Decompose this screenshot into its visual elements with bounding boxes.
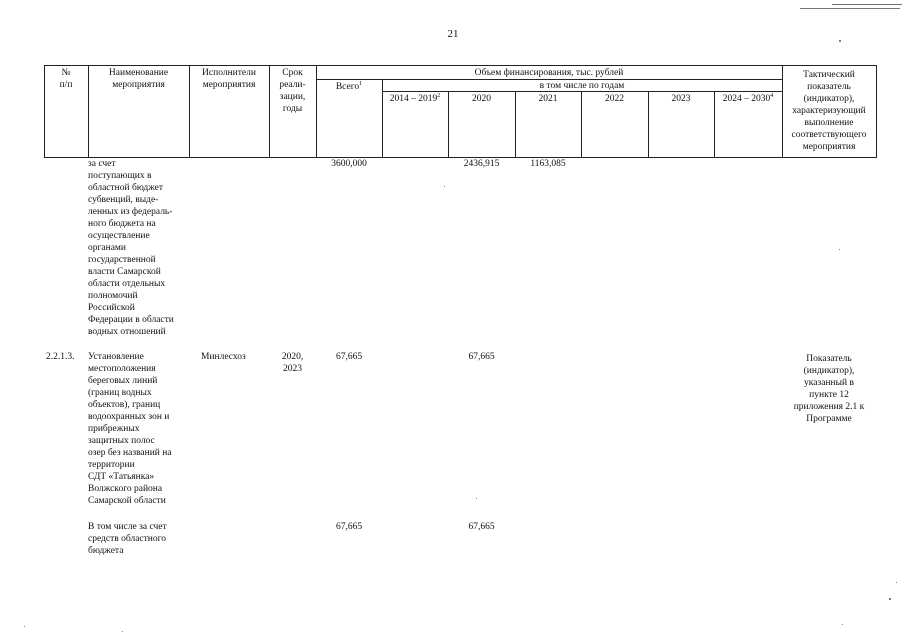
- header-total: Всего$^1$: [335, 80, 363, 92]
- scan-speck: [896, 582, 897, 583]
- header-year-2021: 2021: [538, 94, 558, 104]
- scan-speck: [24, 626, 25, 627]
- row-name: В том числе за счет средств областного бюджета: [88, 522, 167, 556]
- scan-edge-line: [832, 4, 902, 5]
- header-num: № п/п: [59, 68, 73, 90]
- row-indicator: Показатель (индикатор), указанный в пункте 12 приложения 2.1 к Программе: [793, 354, 865, 424]
- scan-speck: [476, 498, 477, 499]
- row-value-2020: 67,665: [468, 522, 495, 532]
- row-total: 67,665: [335, 352, 363, 362]
- header-year-2022: 2022: [605, 94, 624, 104]
- header-term: Срок реали- зации, годы: [279, 68, 306, 114]
- scan-speck: [839, 40, 841, 42]
- row-executor: Минлесхоз: [201, 352, 246, 362]
- page-number: 21: [447, 28, 459, 40]
- header-executors: Исполнители мероприятия: [202, 68, 256, 90]
- row-num: 2.2.1.3.: [46, 352, 75, 362]
- header-year-2024-2030: 2024 – 2030$^4$: [722, 92, 774, 104]
- header-funding-group: Объем финансирования, тыс. рублей: [474, 68, 624, 78]
- scan-speck: [122, 631, 123, 632]
- scan-speck: [839, 249, 840, 250]
- row-value-2021: 1163,085: [530, 159, 566, 169]
- scan-speck: [889, 598, 891, 600]
- scan-speck: [842, 624, 843, 625]
- row-total: 67,665: [335, 522, 363, 532]
- row-name: за счет поступающих в областной бюджет субвенций, выде- ленных из федераль- ного бюджета на осуществление органами государственной власти Самарской области отдельных полномочий Российской Федерации в области водных отношений: [88, 159, 174, 337]
- row-value-2020: 2436,915: [463, 159, 500, 169]
- header-year-2020: 2020: [472, 94, 491, 104]
- header-by-years: в том числе по годам: [539, 81, 625, 91]
- header-year-2023: 2023: [671, 94, 691, 104]
- header-indicator: Тактический показатель (индикатор), характеризующий выполнение соответствующего мероприятия: [791, 70, 867, 152]
- row-name: Установление местоположения береговых линий (границ водных объектов), границ водоохранных зон и прибрежных защитных полос озер без названий на территории СДТ «Татьянка» Волжского района Самарской области: [88, 352, 172, 506]
- scan-speck: [444, 186, 445, 187]
- row-total: 3600,000: [331, 159, 367, 169]
- scan-edge-line: [800, 8, 900, 9]
- header-year-2014-2019: 2014 – 2019$^2$: [389, 92, 441, 104]
- header-name: Наименование мероприятия: [108, 68, 169, 90]
- row-term: 2020, 2023: [281, 352, 304, 374]
- row-value-2020: 67,665: [468, 352, 495, 362]
